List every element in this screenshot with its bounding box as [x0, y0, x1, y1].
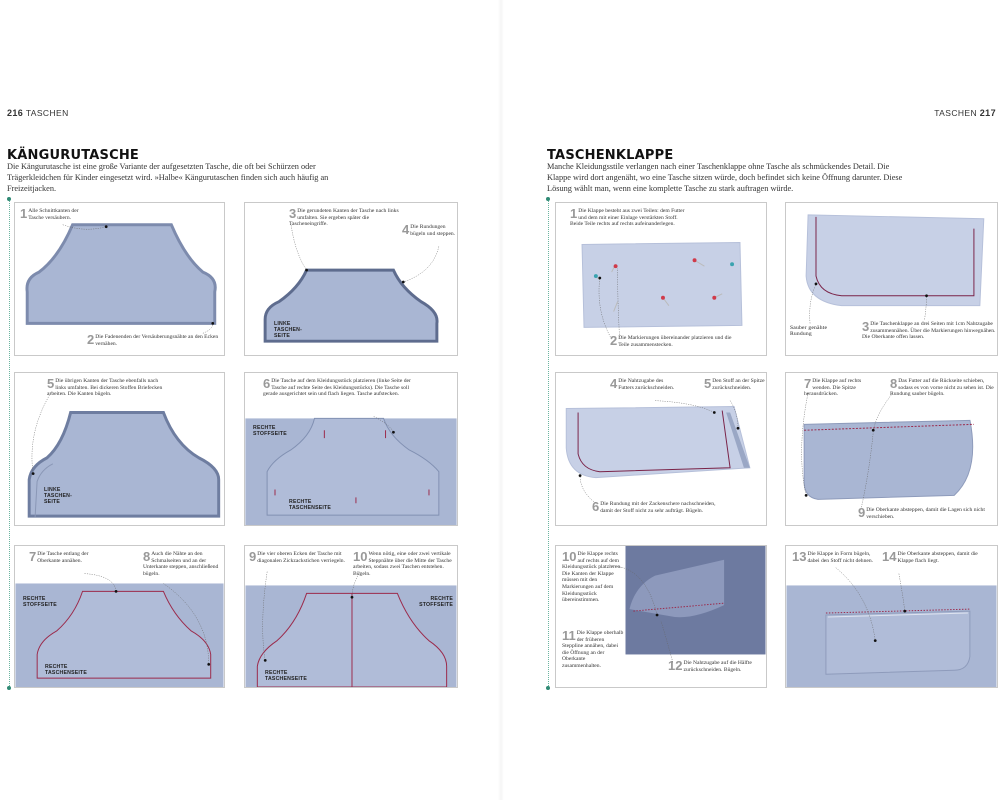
left-page-number: 216	[7, 108, 24, 118]
step-number: 6	[263, 376, 271, 391]
step-caption-r9	[858, 507, 994, 520]
step-caption-5	[47, 378, 163, 398]
step-text: Die Klappe auf rechts wenden. Die Spitze herausdrücken.	[804, 378, 862, 398]
step-panel-6	[244, 545, 458, 688]
step-number: 14	[882, 549, 897, 564]
left-folio	[7, 108, 69, 118]
step-text: Die Tasche entlang der Oberkante annähen.	[37, 551, 89, 564]
step-number: 7	[29, 549, 37, 564]
step-text: Die Nahtzugabe des Futters zurückschneiden.	[618, 378, 675, 391]
fabric-side-label: RECHTE TASCHENSEITE	[265, 670, 308, 682]
guide-dot	[546, 197, 550, 201]
pocket-illustration	[15, 203, 224, 355]
step-number: 9	[858, 505, 866, 520]
step-caption-r7	[804, 378, 876, 398]
step-caption-2	[87, 334, 223, 347]
step-number: 1	[20, 206, 28, 221]
guide-dot	[546, 686, 550, 690]
step-text: Die Markierungen übereinander platzieren und die Teile zusammenstecken.	[618, 335, 732, 348]
step-number: 4	[610, 376, 618, 391]
step-number: 10	[353, 549, 368, 564]
left-section-title: KÄNGURUTASCHE	[7, 148, 139, 163]
step-number: 1	[570, 206, 578, 221]
step-number: 3	[289, 206, 297, 221]
step-caption-r12	[668, 660, 766, 673]
step-number: 8	[143, 549, 151, 564]
step-panel-r3	[555, 372, 767, 526]
step-panel-1	[14, 202, 225, 356]
step-panel-3	[14, 372, 225, 526]
step-panel-r6	[785, 545, 998, 688]
step-text: Die Klappe oberhalb der früheren Steppline annähen, dabei die Öffnung an der Oberkante zusammenhalten.	[562, 630, 624, 669]
step-text: Die Klappe rechts auf rechts auf dem Kleidungsstück platzieren. Die Kanten der Klappe müssen mit den Markierungen auf dem Kleidungsstück übereinstimmen.	[562, 551, 622, 604]
step-text: Die Taschenklappe an drei Seiten mit 1cm Nahtzugabe zusammennähen. Über die Markierungen hinwegnähen. Die Oberkante offen lassen.	[862, 321, 996, 341]
left-running-head: TASCHEN	[25, 108, 69, 118]
step-caption-r6	[592, 501, 728, 514]
guide-dot	[7, 686, 11, 690]
step-panel-r2	[785, 202, 998, 356]
step-panel-5	[14, 545, 225, 688]
step-number: 3	[862, 319, 870, 334]
right-running-head: TASCHEN	[934, 108, 978, 118]
step-caption-3	[289, 208, 409, 228]
step-caption-r5	[704, 378, 766, 391]
fabric-side-label: LINKE TASCHEN-SEITE	[44, 487, 73, 505]
guide-dot	[7, 197, 11, 201]
step-caption-7	[29, 551, 99, 564]
right-guide-line	[548, 198, 549, 688]
step-number: 9	[249, 549, 257, 564]
step-text: Die Fadenenden der Versäuberungsnähte an den Ecken vernähen.	[95, 334, 219, 347]
step-caption-r13	[792, 551, 876, 564]
flap-finished-illustration	[786, 546, 997, 687]
right-folio	[934, 108, 996, 118]
right-page-number: 217	[979, 108, 996, 118]
step-text: Alle Schnittkanten der Tasche versäubern.	[28, 208, 79, 221]
step-number: 5	[47, 376, 55, 391]
book-gutter	[498, 0, 504, 800]
left-guide-line	[9, 198, 10, 688]
step-panel-r4	[785, 372, 998, 526]
step-caption-r3	[862, 321, 998, 341]
step-number: 11	[562, 628, 576, 643]
step-caption-1	[20, 208, 90, 221]
fabric-side-label: RECHTE STOFFSEITE	[419, 596, 453, 608]
step-text: Die Rundung mit der Zackenschere nachschneiden, damit der Stoff nicht zu sehr aufträgt. Bügeln.	[600, 501, 716, 514]
step-panel-2	[244, 202, 458, 356]
step-text: Die Nahtzugabe auf die Hälfte zurückschneiden. Bügeln.	[683, 660, 752, 673]
left-intro-text: Die Kängurutasche ist eine große Variante der aufgesetzten Tasche, die oft bei Schürzen oder Trägerkleidchen für Kinder eingesetzt wird. »Halbe« Kängurutaschen finden sich auch häufig an Freizeitjacken.	[7, 162, 329, 193]
step-caption-r2	[610, 335, 742, 348]
step-text: Die Klappe in Form bügeln, dabei den Stoff nicht dehnen.	[807, 551, 874, 564]
right-intro-text: Manche Kleidungsstile verlangen nach einer Taschenklappe ohne Tasche als schmückendes Detail. Die Klappe wird dort angenäht, wo eine Tasche sitzen würde, doch befindet sich keine Öffnung darunter. Diese Lösung wählt man, wenn eine komplette Tasche zu stark auftragen würde.	[547, 162, 903, 193]
step-text: Das Futter auf die Rückseite schieben, sodass es von vorne nicht zu sehen ist. Die Rundung sauber bügeln.	[890, 378, 994, 398]
step-number: 6	[592, 499, 600, 514]
step-caption-8	[143, 551, 223, 577]
step-number: 7	[804, 376, 812, 391]
step-panel-r1	[555, 202, 767, 356]
step-text: Die Rundungen bügeln und steppen.	[410, 224, 456, 237]
step-number: 5	[704, 376, 712, 391]
step-number: 2	[610, 333, 618, 348]
fabric-side-label: RECHTE STOFFSEITE	[23, 596, 57, 608]
step-caption-6	[263, 378, 411, 398]
step-number: 12	[668, 658, 683, 673]
fabric-side-label: RECHTE TASCHENSEITE	[289, 499, 332, 511]
step-caption-r10	[562, 551, 624, 604]
step-number: 2	[87, 332, 95, 347]
step-text: Den Stoff an der Spitze zurückschneiden.	[712, 378, 765, 391]
step-text: Die vier oberen Ecken der Tasche mit diagonalen Zickzackstichen verriegeln.	[257, 551, 345, 564]
annotation-label: Sauber genähte Rundung	[790, 325, 828, 337]
step-text: Die Tasche auf dem Kleidungsstück platzieren (linke Seite der Tasche auf rechte Seite des Kleidungsstücks). Die Tasche soll gerade ausgerichtet sein und flach liegen. Tasche aufstecken.	[263, 378, 411, 398]
step-caption-9	[249, 551, 349, 564]
fabric-side-label: LINKE TASCHEN-SEITE	[274, 321, 303, 339]
step-text: Die Oberkante absteppen, damit die Lagen sich nicht verschieben.	[866, 507, 985, 520]
step-number: 8	[890, 376, 898, 391]
step-caption-10	[353, 551, 457, 577]
fabric-side-label: RECHTE STOFFSEITE	[253, 425, 287, 437]
step-caption-r11	[562, 630, 624, 670]
step-caption-r1	[570, 208, 692, 228]
step-caption-r4	[610, 378, 678, 391]
step-caption-r14	[882, 551, 994, 564]
step-text: Die Oberkante absteppen, damit die Klappe flach liegt.	[897, 551, 978, 564]
step-text: Die Klappe besteht aus zwei Teilen: dem Futter und dem mit einer Einlage verstärkten Stoff. Beide Teile rechts auf rechts aufeinanderlegen.	[570, 208, 685, 228]
right-section-title: TASCHENKLAPPE	[547, 148, 674, 163]
step-text: Die gerundeten Kanten der Tasche nach links umfalten. Sie ergeben später die Tascheneingriffe.	[289, 208, 399, 228]
fabric-side-label: RECHTE TASCHENSEITE	[45, 664, 88, 676]
step-text: Wenn nötig, eine oder zwei vertikale Steppnähte über die Mitte der Tasche arbeiten, sodass zwei Taschen entstehen. Bügeln.	[353, 551, 452, 577]
step-caption-4	[402, 224, 457, 237]
step-number: 4	[402, 222, 410, 237]
step-text: Auch die Nähte an den Schmalseiten und an der Unterkante steppen, anschließend bügeln.	[143, 551, 219, 577]
step-number: 13	[792, 549, 807, 564]
step-panel-4	[244, 372, 458, 526]
step-caption-r8	[890, 378, 996, 398]
step-panel-r5	[555, 545, 767, 688]
step-number: 10	[562, 549, 577, 564]
step-text: Die übrigen Kanten der Tasche ebenfalls nach links umfalten. Bei dickeren Stoffen Briefecken arbeiten. Die Kanten bügeln.	[47, 378, 163, 398]
